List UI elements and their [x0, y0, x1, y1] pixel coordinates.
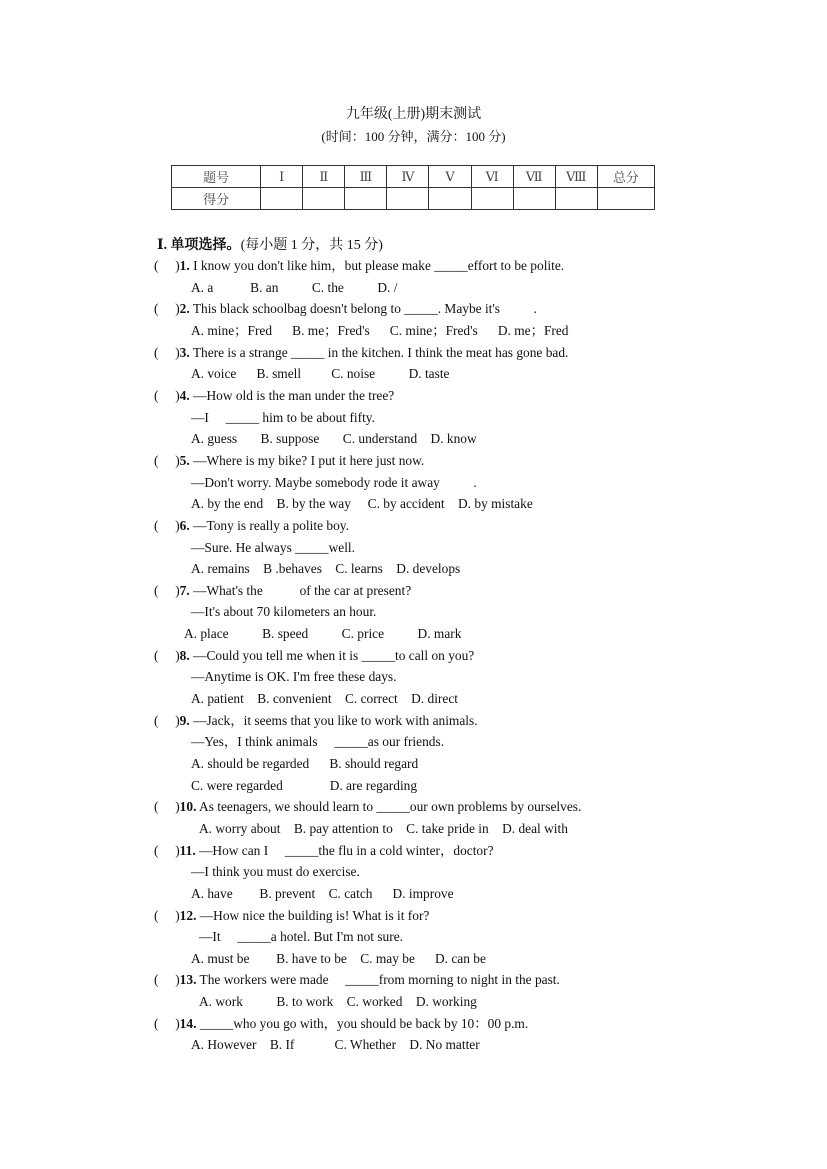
- answer-options: A. place B. speed C. price D. mark: [184, 626, 462, 641]
- answer-bracket[interactable]: ( ): [154, 799, 180, 815]
- score-table-header-cell: Ⅶ: [513, 166, 555, 188]
- score-table-score-row: [172, 188, 655, 210]
- question-stem: [154, 583, 411, 599]
- page-subtitle: (时间：100 分钟，满分：100 分): [321, 129, 506, 144]
- question-stem: [154, 648, 474, 664]
- question-stem: [154, 453, 424, 469]
- score-cell[interactable]: [429, 188, 471, 210]
- question-stem: [154, 301, 537, 317]
- question-number: 3.: [179, 344, 190, 360]
- score-table-header-row: [172, 166, 655, 188]
- answer-bracket[interactable]: ( ): [154, 517, 180, 533]
- question-text: As teenagers, we should learn to _____our own problems by ourselves.: [196, 799, 582, 815]
- question-text: —How old is the man under the tree?: [189, 387, 395, 403]
- question-text: I know you don't like him，but please make _____effort to be polite.: [189, 258, 565, 273]
- question-text: —How nice the building is! What is it for?: [196, 907, 430, 923]
- question-number: 9.: [179, 712, 190, 728]
- answer-options: A. remains B .behaves C. learns D. develops: [191, 561, 461, 577]
- answer-bracket[interactable]: ( ): [154, 387, 180, 403]
- question-number: 6.: [179, 517, 190, 533]
- score-table: [171, 165, 655, 210]
- answer-bracket[interactable]: ( ): [154, 907, 180, 923]
- dialogue-line: —Don't worry. Maybe somebody rode it away .: [191, 474, 477, 490]
- answer-bracket[interactable]: ( ): [154, 344, 180, 360]
- question-number: 7.: [179, 582, 190, 598]
- answer-bracket[interactable]: ( ): [154, 258, 180, 273]
- score-table-header-cell: Ⅰ: [261, 166, 303, 188]
- score-table-header-cell: 总分: [597, 166, 654, 188]
- question-number: 12.: [179, 907, 197, 923]
- question-text: The workers were made _____from morning to night in the past.: [196, 972, 560, 988]
- score-cell[interactable]: [345, 188, 387, 210]
- question-text: —Where is my bike? I put it here just now.: [189, 452, 425, 468]
- question-text: —Jack，it seems that you like to work with animals.: [189, 712, 478, 728]
- section-heading-rest: (每小题 1 分，共 15 分): [240, 238, 383, 253]
- answer-bracket[interactable]: ( ): [154, 647, 180, 663]
- dialogue-line: —Anytime is OK. I'm free these days.: [191, 669, 397, 685]
- question-stem: [154, 972, 560, 988]
- question-text: —Tony is really a polite boy.: [189, 517, 349, 533]
- question-number: 1.: [179, 258, 190, 273]
- dialogue-line: —Sure. He always _____well.: [191, 539, 356, 555]
- question-text: This black schoolbag doesn't belong to _____. Maybe it's .: [189, 301, 537, 317]
- question-number: 8.: [179, 647, 190, 663]
- answer-bracket[interactable]: ( ): [154, 972, 180, 988]
- question-stem: [154, 799, 581, 815]
- score-cell[interactable]: [471, 188, 513, 210]
- answer-options: A. work B. to work C. worked D. working: [199, 994, 477, 1010]
- question-number: 2.: [179, 301, 190, 317]
- question-number: 14.: [179, 1015, 197, 1031]
- score-table-header-cell: 题号: [172, 166, 261, 188]
- score-row-label: 得分: [172, 188, 261, 210]
- answer-options: A. patient B. convenient C. correct D. direct: [191, 691, 458, 706]
- answer-bracket[interactable]: ( ): [154, 582, 180, 598]
- answer-options: C. were regarded D. are regarding: [191, 777, 418, 793]
- dialogue-line: —It's about 70 kilometers an hour.: [191, 604, 377, 620]
- answer-options: A. have B. prevent C. catch D. improve: [191, 885, 454, 901]
- question-text: _____who you go with，you should be back by 10：00 p.m.: [196, 1015, 529, 1031]
- question-stem: [154, 518, 349, 534]
- answer-options: A. voice B. smell C. noise D. taste: [191, 366, 450, 382]
- score-cell[interactable]: [387, 188, 429, 210]
- answer-options: A. guess B. suppose C. understand D. know: [191, 431, 477, 447]
- score-table-header-cell: Ⅱ: [303, 166, 345, 188]
- question-number: 4.: [179, 387, 190, 403]
- score-cell[interactable]: [555, 188, 597, 210]
- answer-options: A. worry about B. pay attention to C. take pride in D. deal with: [199, 820, 568, 836]
- question-text: —How can I _____the flu in a cold winter，doctor?: [195, 842, 494, 858]
- page-title: 九年级(上册)期末测试: [345, 107, 482, 122]
- question-number: 5.: [179, 452, 190, 468]
- score-table-header-cell: Ⅲ: [345, 166, 387, 188]
- dialogue-line: —Yes，I think animals _____as our friends.: [191, 734, 445, 750]
- score-cell[interactable]: [597, 188, 654, 210]
- dialogue-line: —I think you must do exercise.: [191, 864, 360, 880]
- question-stem: [154, 345, 568, 361]
- score-table-header-cell: Ⅵ: [471, 166, 513, 188]
- question-stem: [154, 258, 564, 274]
- answer-options: A. must be B. have to be C. may be D. can be: [191, 950, 486, 966]
- question-number: 10.: [179, 799, 197, 815]
- section-heading: [157, 234, 383, 254]
- question-number: 13.: [179, 972, 197, 988]
- answer-options: A. However B. If C. Whether D. No matter: [191, 1037, 480, 1053]
- question-stem: [154, 843, 494, 859]
- score-table-header-cell: Ⅴ: [429, 166, 471, 188]
- score-table-header-cell: Ⅳ: [387, 166, 429, 188]
- question-stem: [154, 713, 478, 729]
- question-text: —What's the of the car at present?: [189, 582, 412, 598]
- answer-bracket[interactable]: ( ): [154, 842, 180, 858]
- score-cell[interactable]: [513, 188, 555, 210]
- section-heading-bold: Ⅰ. 单项选择。: [157, 238, 241, 253]
- question-text: —Could you tell me when it is _____to call on you?: [189, 647, 475, 663]
- dialogue-line: —I _____ him to be about fifty.: [191, 409, 375, 425]
- score-cell[interactable]: [261, 188, 303, 210]
- score-cell[interactable]: [303, 188, 345, 210]
- answer-bracket[interactable]: ( ): [154, 712, 180, 728]
- answer-options: A. a B. an C. the D. /: [191, 279, 398, 295]
- question-stem: [154, 1016, 528, 1032]
- answer-options: A. by the end B. by the way C. by accident D. by mistake: [191, 496, 533, 512]
- question-text: There is a strange _____ in the kitchen. I think the meat has gone bad.: [189, 344, 569, 360]
- answer-options: A. mine；Fred B. me；Fred's C. mine；Fred's D. me；Fred: [191, 322, 569, 338]
- question-number: 11.: [179, 842, 196, 858]
- answer-options: A. should be regarded B. should regard: [191, 756, 419, 771]
- answer-bracket[interactable]: ( ): [154, 301, 180, 317]
- answer-bracket[interactable]: ( ): [154, 1015, 180, 1031]
- question-stem: [154, 388, 394, 404]
- question-stem: [154, 908, 429, 924]
- dialogue-line: —It _____a hotel. But I'm not sure.: [199, 929, 403, 945]
- answer-bracket[interactable]: ( ): [154, 452, 180, 468]
- score-table-header-cell: Ⅷ: [555, 166, 597, 188]
